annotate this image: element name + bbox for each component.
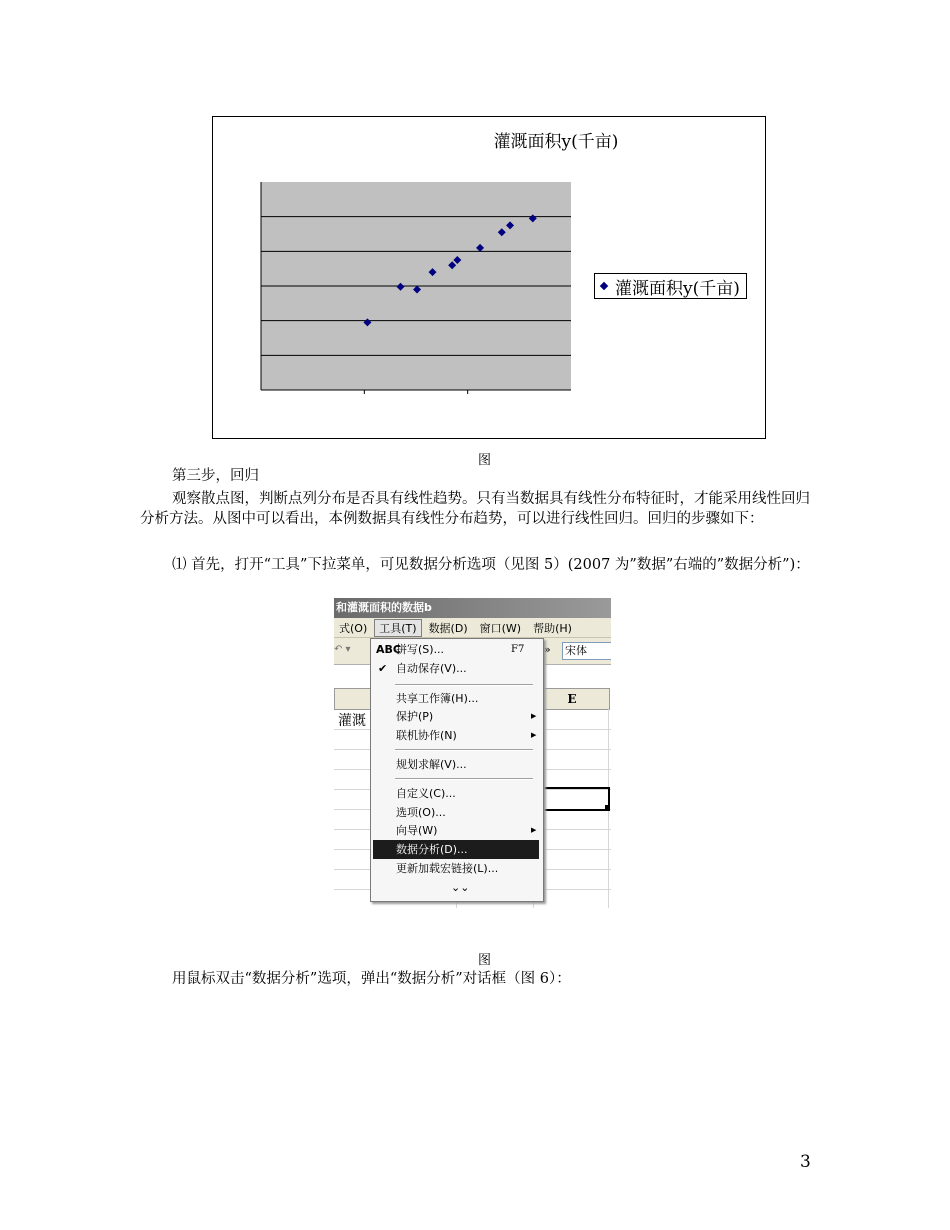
legend-label: 灌溉面积y(千亩) <box>615 278 740 299</box>
paragraph-open-tools: ⑴ 首先，打开“工具”下拉菜单，可见数据分析选项（见图 5）(2007 为”数据”右端的”数据分析”)： <box>172 557 810 573</box>
chart-title: 灌溉面积y(千亩) <box>493 132 619 152</box>
menu-item-data-analysis[interactable]: 数据分析(D)... <box>373 840 539 859</box>
menu-format[interactable]: 式(O) <box>339 621 368 635</box>
excel-menu-bar <box>334 618 611 638</box>
page-number: 3 <box>800 1152 811 1172</box>
paragraph-linear-trend: 观察散点图，判断点列分布是否具有线性趋势。只有当数据具有线性分布特征时，才能采用线性回归分析方法。从图中可以看出，本例数据具有线性分布趋势，可以进行线性回归。回归的步骤如下： <box>140 491 810 527</box>
menu-window[interactable]: 窗口(W) <box>479 621 522 635</box>
figure-caption-2: 图 <box>478 953 492 968</box>
toolbar-overflow-icon[interactable]: » <box>544 643 551 656</box>
menu-item-online-collab[interactable]: 联机协作(N) ▶ <box>373 726 539 745</box>
cell-a2[interactable]: 灌溉 <box>338 713 366 729</box>
submenu-arrow-icon: ▶ <box>531 731 537 739</box>
menu-item-protect[interactable]: 保护(P) ▶ <box>373 707 539 726</box>
scatter-chart <box>212 116 766 439</box>
excel-tools-menu-screenshot <box>334 598 611 908</box>
checkmark-icon: ✔ <box>378 662 388 675</box>
step-heading: 第三步，回归 <box>172 468 259 484</box>
tools-dropdown-menu <box>370 638 544 902</box>
undo-icon[interactable]: ↶ ▾ <box>334 644 351 655</box>
spelling-icon: ABC <box>376 643 401 656</box>
chart-legend <box>594 273 747 299</box>
menu-item-customize[interactable]: 自定义(C)... <box>396 787 456 800</box>
legend-marker <box>600 282 608 290</box>
submenu-arrow-icon: ▶ <box>531 712 537 720</box>
menu-item-share-workbook[interactable]: 共享工作簿(H)... <box>396 692 479 705</box>
excel-title-bar: 和灌溉面积的数据b <box>334 598 611 618</box>
figure-caption-1: 图 <box>478 453 492 468</box>
menu-item-solver[interactable]: 规划求解(V)... <box>396 758 467 771</box>
column-header-e[interactable]: E <box>534 688 610 710</box>
menu-item-wizard[interactable]: 向导(W) ▶ <box>373 821 539 840</box>
fill-handle[interactable] <box>605 805 610 810</box>
menu-help[interactable]: 帮助(H) <box>533 621 572 635</box>
chevron-double-down-icon[interactable]: ⌄⌄ <box>451 881 470 894</box>
selected-cell[interactable] <box>533 787 610 811</box>
menu-data[interactable]: 数据(D) <box>428 621 468 635</box>
font-name-box[interactable]: 宋体 <box>562 642 611 660</box>
submenu-arrow-icon: ▶ <box>531 826 537 834</box>
menu-item-options[interactable]: 选项(O)... <box>396 806 446 819</box>
paragraph-double-click: 用鼠标双击“数据分析”选项，弹出“数据分析”对话框（图 6）： <box>172 971 571 987</box>
menu-item-update-addin-links[interactable]: 更新加载宏链接(L)... <box>396 862 499 875</box>
menu-item-autosave[interactable]: ✔ 自动保存(V)... <box>373 659 539 678</box>
menu-tools[interactable]: 工具(T) <box>374 619 421 637</box>
menu-item-spelling[interactable]: ABC 拼写(S)... F7 <box>373 640 539 659</box>
